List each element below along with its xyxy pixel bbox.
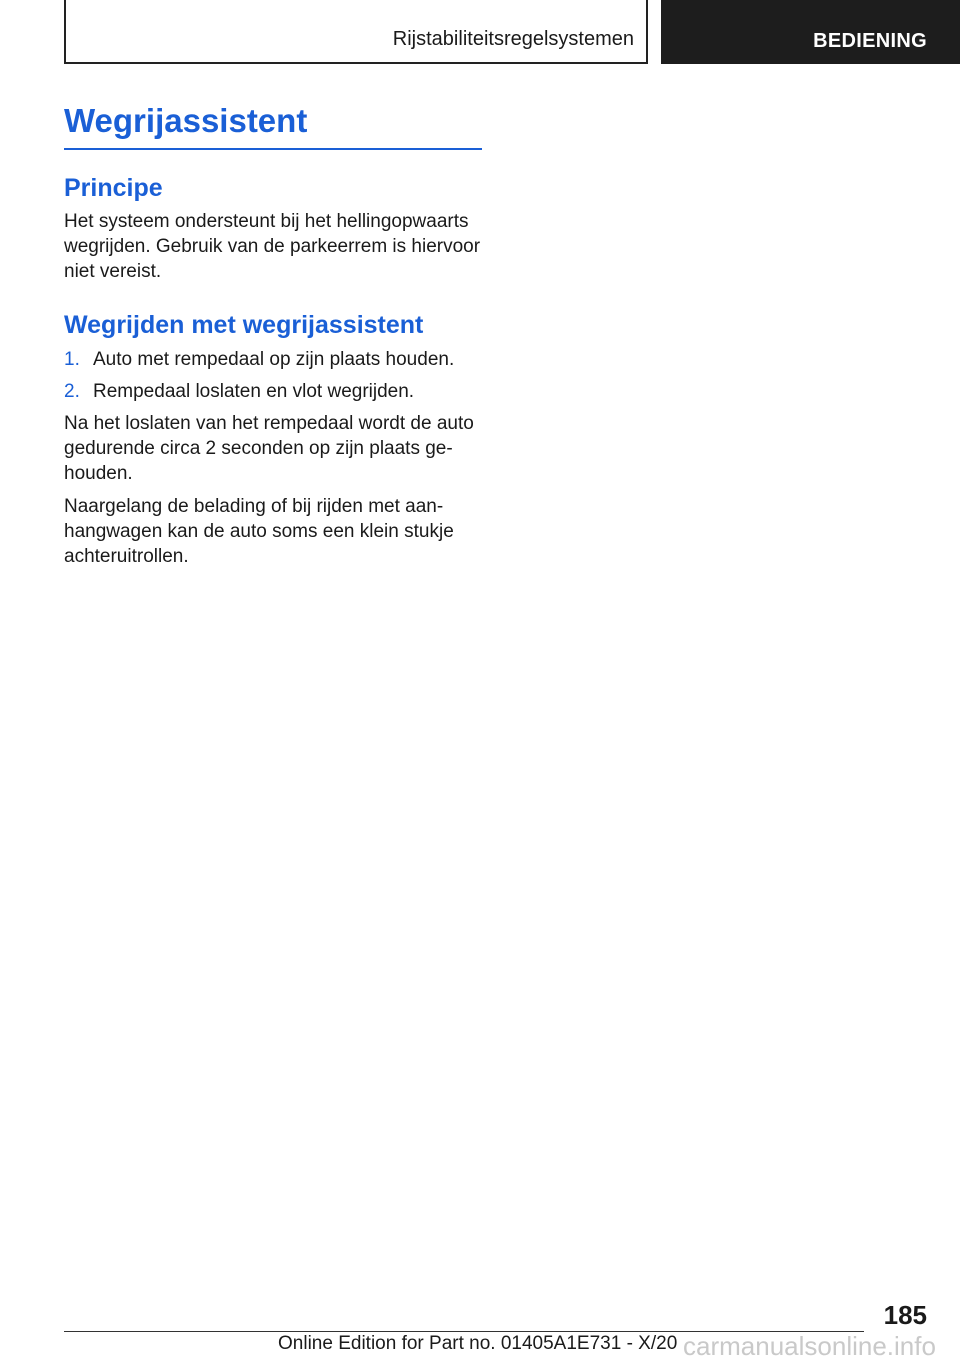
chapter-tab: [64, 0, 648, 64]
step-text: Auto met rempedaal op zijn plaats houden.: [93, 349, 455, 370]
wegrijden-paragraph-2: Naargelang de belading of bij rijden met aan-hangwagen kan de auto soms een klein stukje achteruitrollen.: [64, 496, 454, 567]
steps-list: [64, 347, 482, 404]
wegrijden-heading: Wegrijden met wegrijassistent: [64, 311, 424, 339]
chapter-title: Rijstabiliteitsregelsystemen: [392, 28, 634, 50]
principe-heading: Principe: [64, 174, 163, 202]
section-title: BEDIENING: [813, 30, 927, 52]
main-content: [64, 102, 482, 569]
watermark: carmanualsonline.info: [683, 1331, 936, 1361]
section-tab: [661, 0, 960, 64]
wegrijden-paragraph-1: Na het loslaten van het rempedaal wordt de auto gedurende circa 2 seconden op zijn plaats ge-houden.: [64, 413, 474, 484]
principe-text: Het systeem ondersteunt bij het hellingopwaarts wegrijden. Gebruik van de parkeerrem is hiervoor niet vereist.: [64, 211, 481, 282]
list-item: [64, 379, 482, 404]
step-number: 2.: [64, 381, 80, 402]
step-number: 1.: [64, 349, 80, 370]
page-number: 185: [883, 1300, 927, 1330]
step-text: Rempedaal loslaten en vlot wegrijden.: [93, 381, 415, 402]
page-title: Wegrijassistent: [64, 102, 482, 150]
edition-text: Online Edition for Part no. 01405A1E731 - X/20: [278, 1333, 678, 1354]
list-item: [64, 347, 482, 372]
